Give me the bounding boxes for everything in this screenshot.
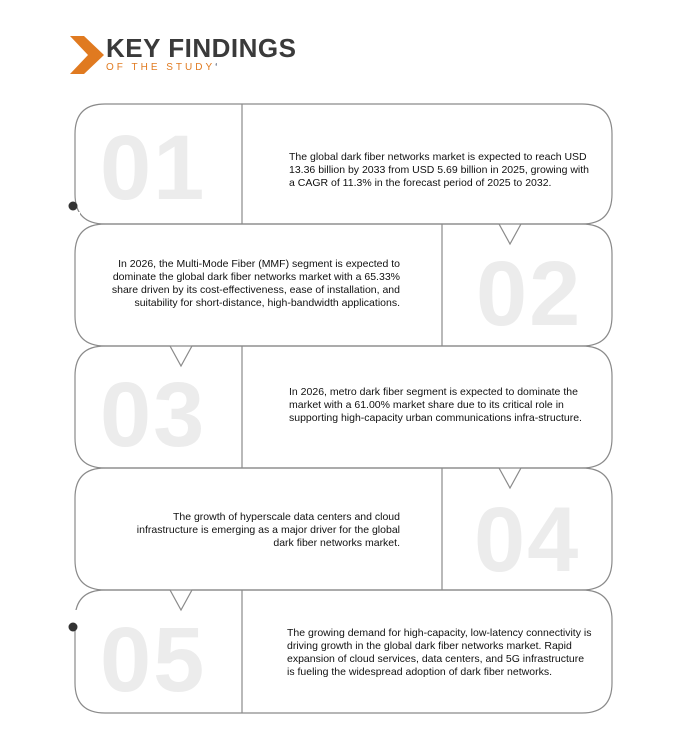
finding-4-text: The growth of hyperscale data centers and cloud infrastructure is emerging as a major driver for the global dark fiber networks market. — [136, 511, 400, 549]
quote-mark-icon: ‘ — [215, 62, 221, 73]
finding-3-text: In 2026, metro dark fiber segment is expected to dominate the market with a 61.00% market share due to its critical role in supporting high-capacity urban communications infra-structure. — [289, 386, 582, 424]
finding-5-text: The growing demand for high-capacity, low-latency connectivity is driving growth in the global dark fiber networks market. Rapid expansion of cloud services, data centers, and 5G infrastructure is fueling the widespread adoption of dark fiber networks. — [287, 627, 592, 678]
timeline-dot-1 — [69, 202, 78, 211]
finding-3-number: 03 — [100, 364, 207, 466]
finding-2-text: In 2026, the Multi-Mode Fiber (MMF) segment is expected to dominate the global dark fiber networks market with a 65.33% share driven by its cost-effectiveness, ease of installation, and suitability for short-distance, high-bandwidth applications. — [111, 258, 400, 309]
finding-5-number: 05 — [100, 609, 207, 711]
subtitle-text: OF THE STUDY — [106, 62, 216, 73]
finding-4-number: 04 — [474, 489, 581, 591]
page-title: KEY FINDINGS — [106, 33, 297, 63]
finding-2-number: 02 — [476, 243, 583, 345]
finding-1-text: The global dark fiber networks market is expected to reach USD 13.36 billion by 2033 from USD 5.69 billion in 2025, growing with a CAGR of 11.3% in the forecast period of 2025 to 2032. — [289, 151, 590, 189]
finding-1-number: 01 — [100, 117, 207, 219]
timeline-dot-2 — [69, 623, 78, 632]
